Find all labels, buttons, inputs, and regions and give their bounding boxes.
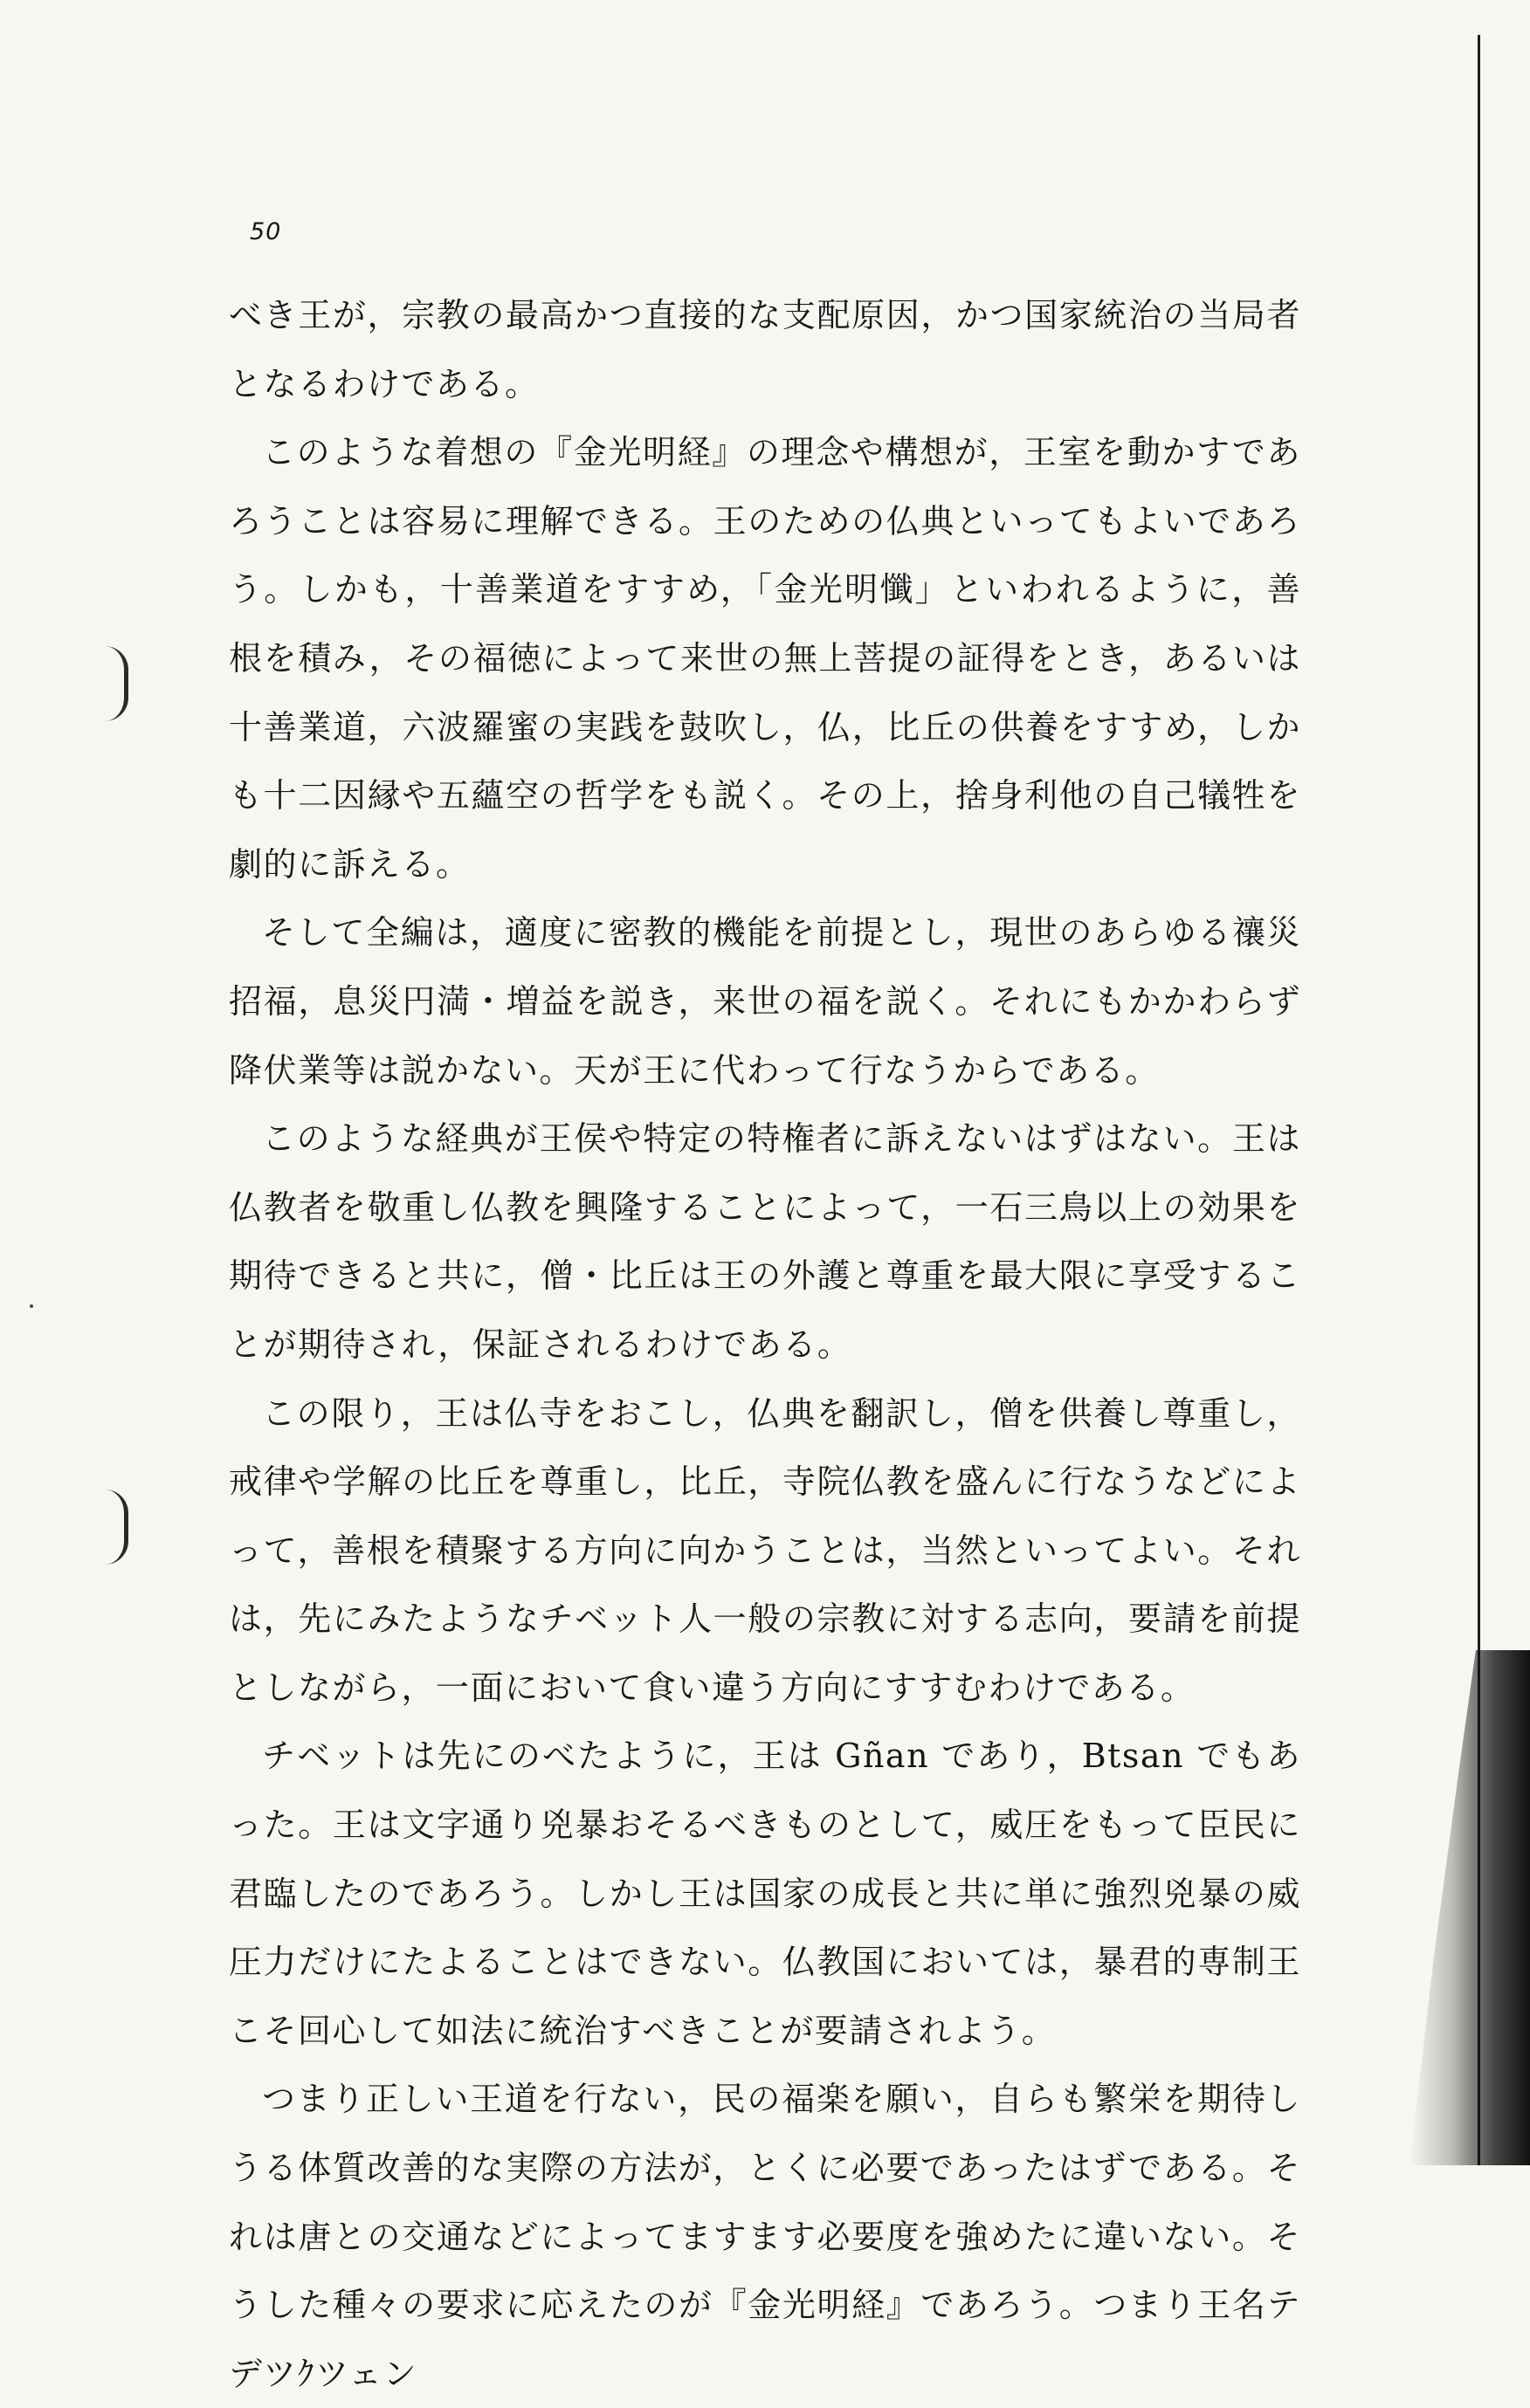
paragraph: そして全編は，適度に密教的機能を前提とし，現世のあらゆる禳災招福，息災円満・増益を説き，来世の福を説く。それにもかかわらず降伏業等は説かない。天が王に代わって行なうからである。 bbox=[229, 913, 1301, 1090]
paragraph: このような着想の『金光明経』の理念や構想が，王室を動かすであろうことは容易に理解できる。王のための仏典といってもよいであろう。しかも，十善業道をすすめ，「金光明懺」といわれるように，善根を積み，その福徳によって来世の無上菩提の証得をとき，あるいは十善業道，六波羅蜜の実践を鼓吹し，仏，比丘の供養をすすめ，しかも十二因縁や五蘊空の哲学をも説く。その上，捨身利他の自己犠牲を劇的に訴える。 bbox=[229, 433, 1301, 884]
paragraph: チベットは先にのべたように，王は Gñan であり，Btsan でもあった。王は文字通り兇暴おそるべきものとして，威圧をもって臣民に君臨したのであろう。しかし王は国家の成長と共に単に強烈兇暴の威圧力だけにたよることはできない。仏教国においては，暴君的専制王こそ回心して如法に統治すべきことが要請されよう。 bbox=[229, 1737, 1301, 2050]
page-number: 50 bbox=[250, 218, 282, 245]
gutter-shadow bbox=[1409, 1650, 1530, 2165]
scan-speck bbox=[30, 1304, 33, 1308]
scan-artifact-mark bbox=[105, 1490, 128, 1565]
paragraph: この限り，王は仏寺をおこし，仏典を翻訳し，僧を供養し尊重し，戒律や学解の比丘を尊重し，比丘，寺院仏教を盛んに行なうなどによって，善根を積聚する方向に向かうことは，当然といってよい。それは，先にみたようなチベット人一般の宗教に対する志向，要請を前提としながら，一面において食い違う方向にすすむわけである。 bbox=[229, 1393, 1301, 1707]
paragraph: べき王が，宗教の最高かつ直接的な支配原因，かつ国家統治の当局者となるわけである。 bbox=[229, 296, 1301, 403]
paragraph: つまり正しい王道を行ない，民の福楽を願い，自らも繁栄を期待しうる体質改善的な実際の方法が，とくに必要であったはずである。それは唐との交通などによってますます必要度を強めたに違いない。そうした種々の要求に応えたのが『金光明経』であろう。つまり王名テデツｸツェン bbox=[229, 2080, 1301, 2393]
paragraph: このような経典が王侯や特定の特権者に訴えないはずはない。王は仏教者を敬重し仏教を興隆することによって，一石三鳥以上の効果を期待できると共に，僧・比丘は王の外護と尊重を最大限に享受することが期待され，保証されるわけである。 bbox=[229, 1119, 1301, 1364]
scan-artifact-mark bbox=[105, 646, 128, 721]
body-text bbox=[229, 281, 1301, 2408]
